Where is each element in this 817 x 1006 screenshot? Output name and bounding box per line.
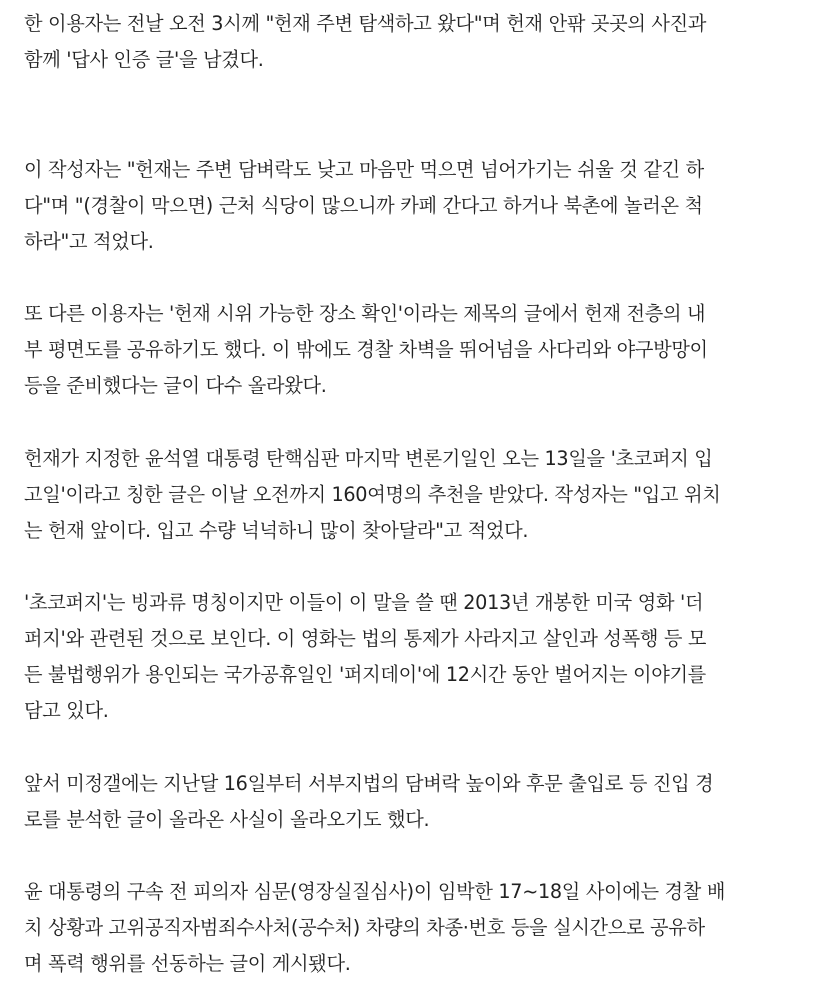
paragraph bbox=[24, 296, 794, 404]
text-line: 헌재가 지정한 윤석열 대통령 탄핵심판 마지막 변론기일인 오는 13일을 '초코퍼지 입 bbox=[24, 447, 713, 470]
paragraph bbox=[24, 874, 794, 982]
text-line: 앞서 미정갤에는 지난달 16일부터 서부지법의 담벼락 높이와 후문 출입로 등 진입 경 bbox=[24, 772, 714, 795]
paragraph bbox=[24, 441, 794, 549]
text-line: 이 작성자는 "헌재는 주변 담벼락도 낮고 마음만 먹으면 넘어가기는 쉬울 것 같긴 하 bbox=[24, 158, 704, 181]
paragraph bbox=[24, 152, 794, 260]
paragraph bbox=[24, 585, 794, 729]
paragraph bbox=[24, 6, 794, 78]
text-line: 한 이용자는 전날 오전 3시께 "헌재 주변 탐색하고 왔다"며 헌재 안팎 곳곳의 사진과 bbox=[24, 12, 707, 35]
text-line: 치 상황과 고위공직자범죄수사처(공수처) 차량의 차종·번호 등을 실시간으로 공유하 bbox=[24, 916, 705, 939]
text-line: 윤 대통령의 구속 전 피의자 심문(영장실질심사)이 임박한 17~18일 사이에는 경찰 배 bbox=[24, 880, 726, 903]
paragraph bbox=[24, 766, 794, 838]
text-line: 든 불법행위가 용인되는 국가공휴일인 '퍼지데이'에 12시간 동안 벌어지는 이야기를 bbox=[24, 663, 706, 686]
text-line: 고일'이라고 칭한 글은 이날 오전까지 160여명의 추천을 받았다. 작성자는 "입고 위치 bbox=[24, 483, 721, 506]
text-line: 등을 준비했다는 글이 다수 올라왔다. bbox=[24, 374, 327, 397]
text-line: 는 헌재 앞이다. 입고 수량 넉넉하니 많이 찾아달라"고 적었다. bbox=[24, 519, 529, 542]
text-line: 담고 있다. bbox=[24, 699, 109, 722]
text-line: 퍼지'와 관련된 것으로 보인다. 이 영화는 법의 통제가 사라지고 살인과 성폭행 등 모 bbox=[24, 627, 707, 650]
text-line: 부 평면도를 공유하기도 했다. 이 밖에도 경찰 차벽을 뛰어넘을 사다리와 야구방망이 bbox=[24, 338, 708, 361]
text-line: 또 다른 이용자는 '헌재 시위 가능한 장소 확인'이라는 제목의 글에서 헌재 전층의 내 bbox=[24, 302, 706, 325]
text-line: 함께 '답사 인증 글'을 남겼다. bbox=[24, 48, 264, 71]
text-line: 하라"고 적었다. bbox=[24, 230, 154, 253]
text-line: 다"며 "(경찰이 막으면) 근처 식당이 많으니까 카페 간다고 하거나 북촌에 놀러온 척 bbox=[24, 194, 703, 217]
text-line: 로를 분석한 글이 올라온 사실이 올라오기도 했다. bbox=[24, 808, 430, 831]
text-line: '초코퍼지'는 빙과류 명칭이지만 이들이 이 말을 쓸 땐 2013년 개봉한 미국 영화 '더 bbox=[24, 591, 704, 614]
text-line: 며 폭력 행위를 선동하는 글이 게시됐다. bbox=[24, 952, 351, 975]
